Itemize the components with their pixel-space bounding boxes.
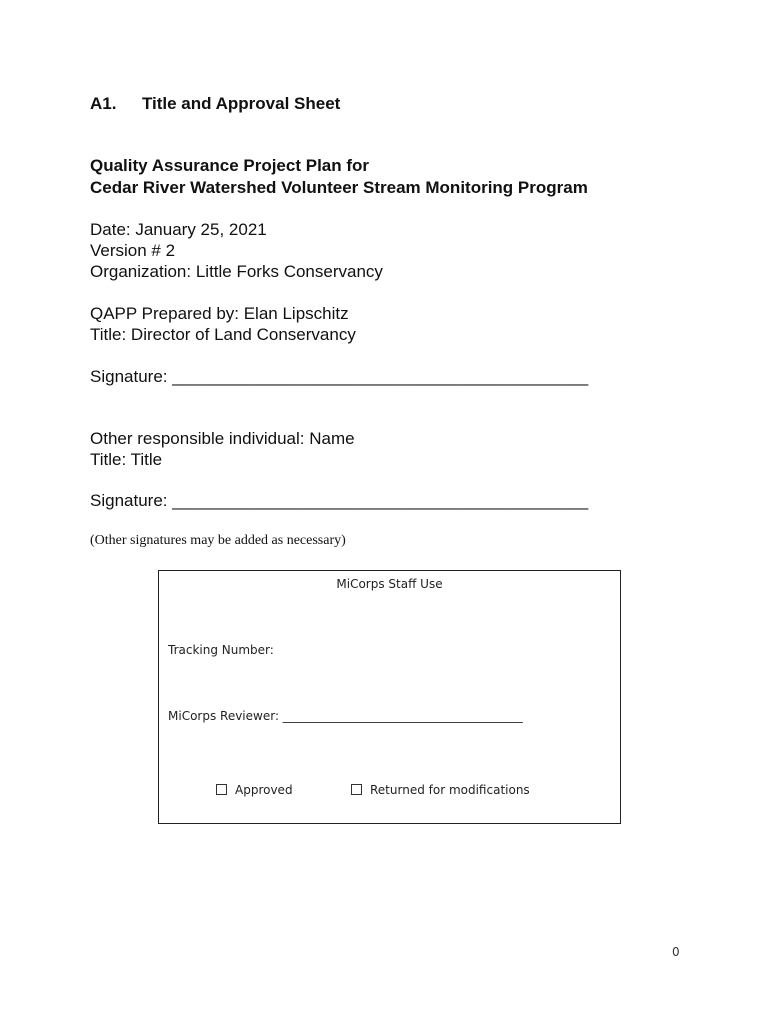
returned-checkbox-icon[interactable]: [351, 784, 362, 795]
page-number: 0: [672, 945, 680, 959]
returned-option[interactable]: [351, 783, 530, 797]
plan-title-line2: Cedar River Watershed Volunteer Stream Monitoring Program: [90, 178, 588, 197]
plan-title-line1: Quality Assurance Project Plan for: [90, 156, 370, 175]
approved-label: Approved: [235, 783, 293, 797]
approved-option[interactable]: [216, 783, 293, 797]
prepared-by-line: QAPP Prepared by: Elan Lipschitz: [90, 304, 349, 323]
preparer-signature-line[interactable]: Signature: ____________________________________________: [90, 367, 589, 386]
section-title: Title and Approval Sheet: [141, 94, 341, 113]
version-line: Version # 2: [90, 241, 176, 260]
other-individual-line: Other responsible individual: Name: [90, 429, 355, 448]
other-signature-line[interactable]: Signature: ____________________________________________: [90, 491, 589, 510]
organization-line: Organization: Little Forks Conservancy: [90, 262, 383, 281]
tracking-number-label: Tracking Number:: [168, 643, 274, 657]
signatures-note: (Other signatures may be added as necessary): [90, 533, 346, 548]
staff-use-box: [158, 570, 621, 824]
returned-label: Returned for modifications: [370, 783, 530, 797]
section-heading: [90, 94, 340, 114]
section-number: A1.: [90, 94, 117, 113]
approved-checkbox-icon[interactable]: [216, 784, 227, 795]
preparer-title-line: Title: Director of Land Conservancy: [90, 325, 356, 344]
other-title-line: Title: Title: [90, 450, 163, 469]
date-line: Date: January 25, 2021: [90, 220, 267, 239]
staff-use-heading: MiCorps Staff Use: [336, 577, 443, 591]
reviewer-line[interactable]: MiCorps Reviewer: ________________________________________: [168, 709, 523, 723]
